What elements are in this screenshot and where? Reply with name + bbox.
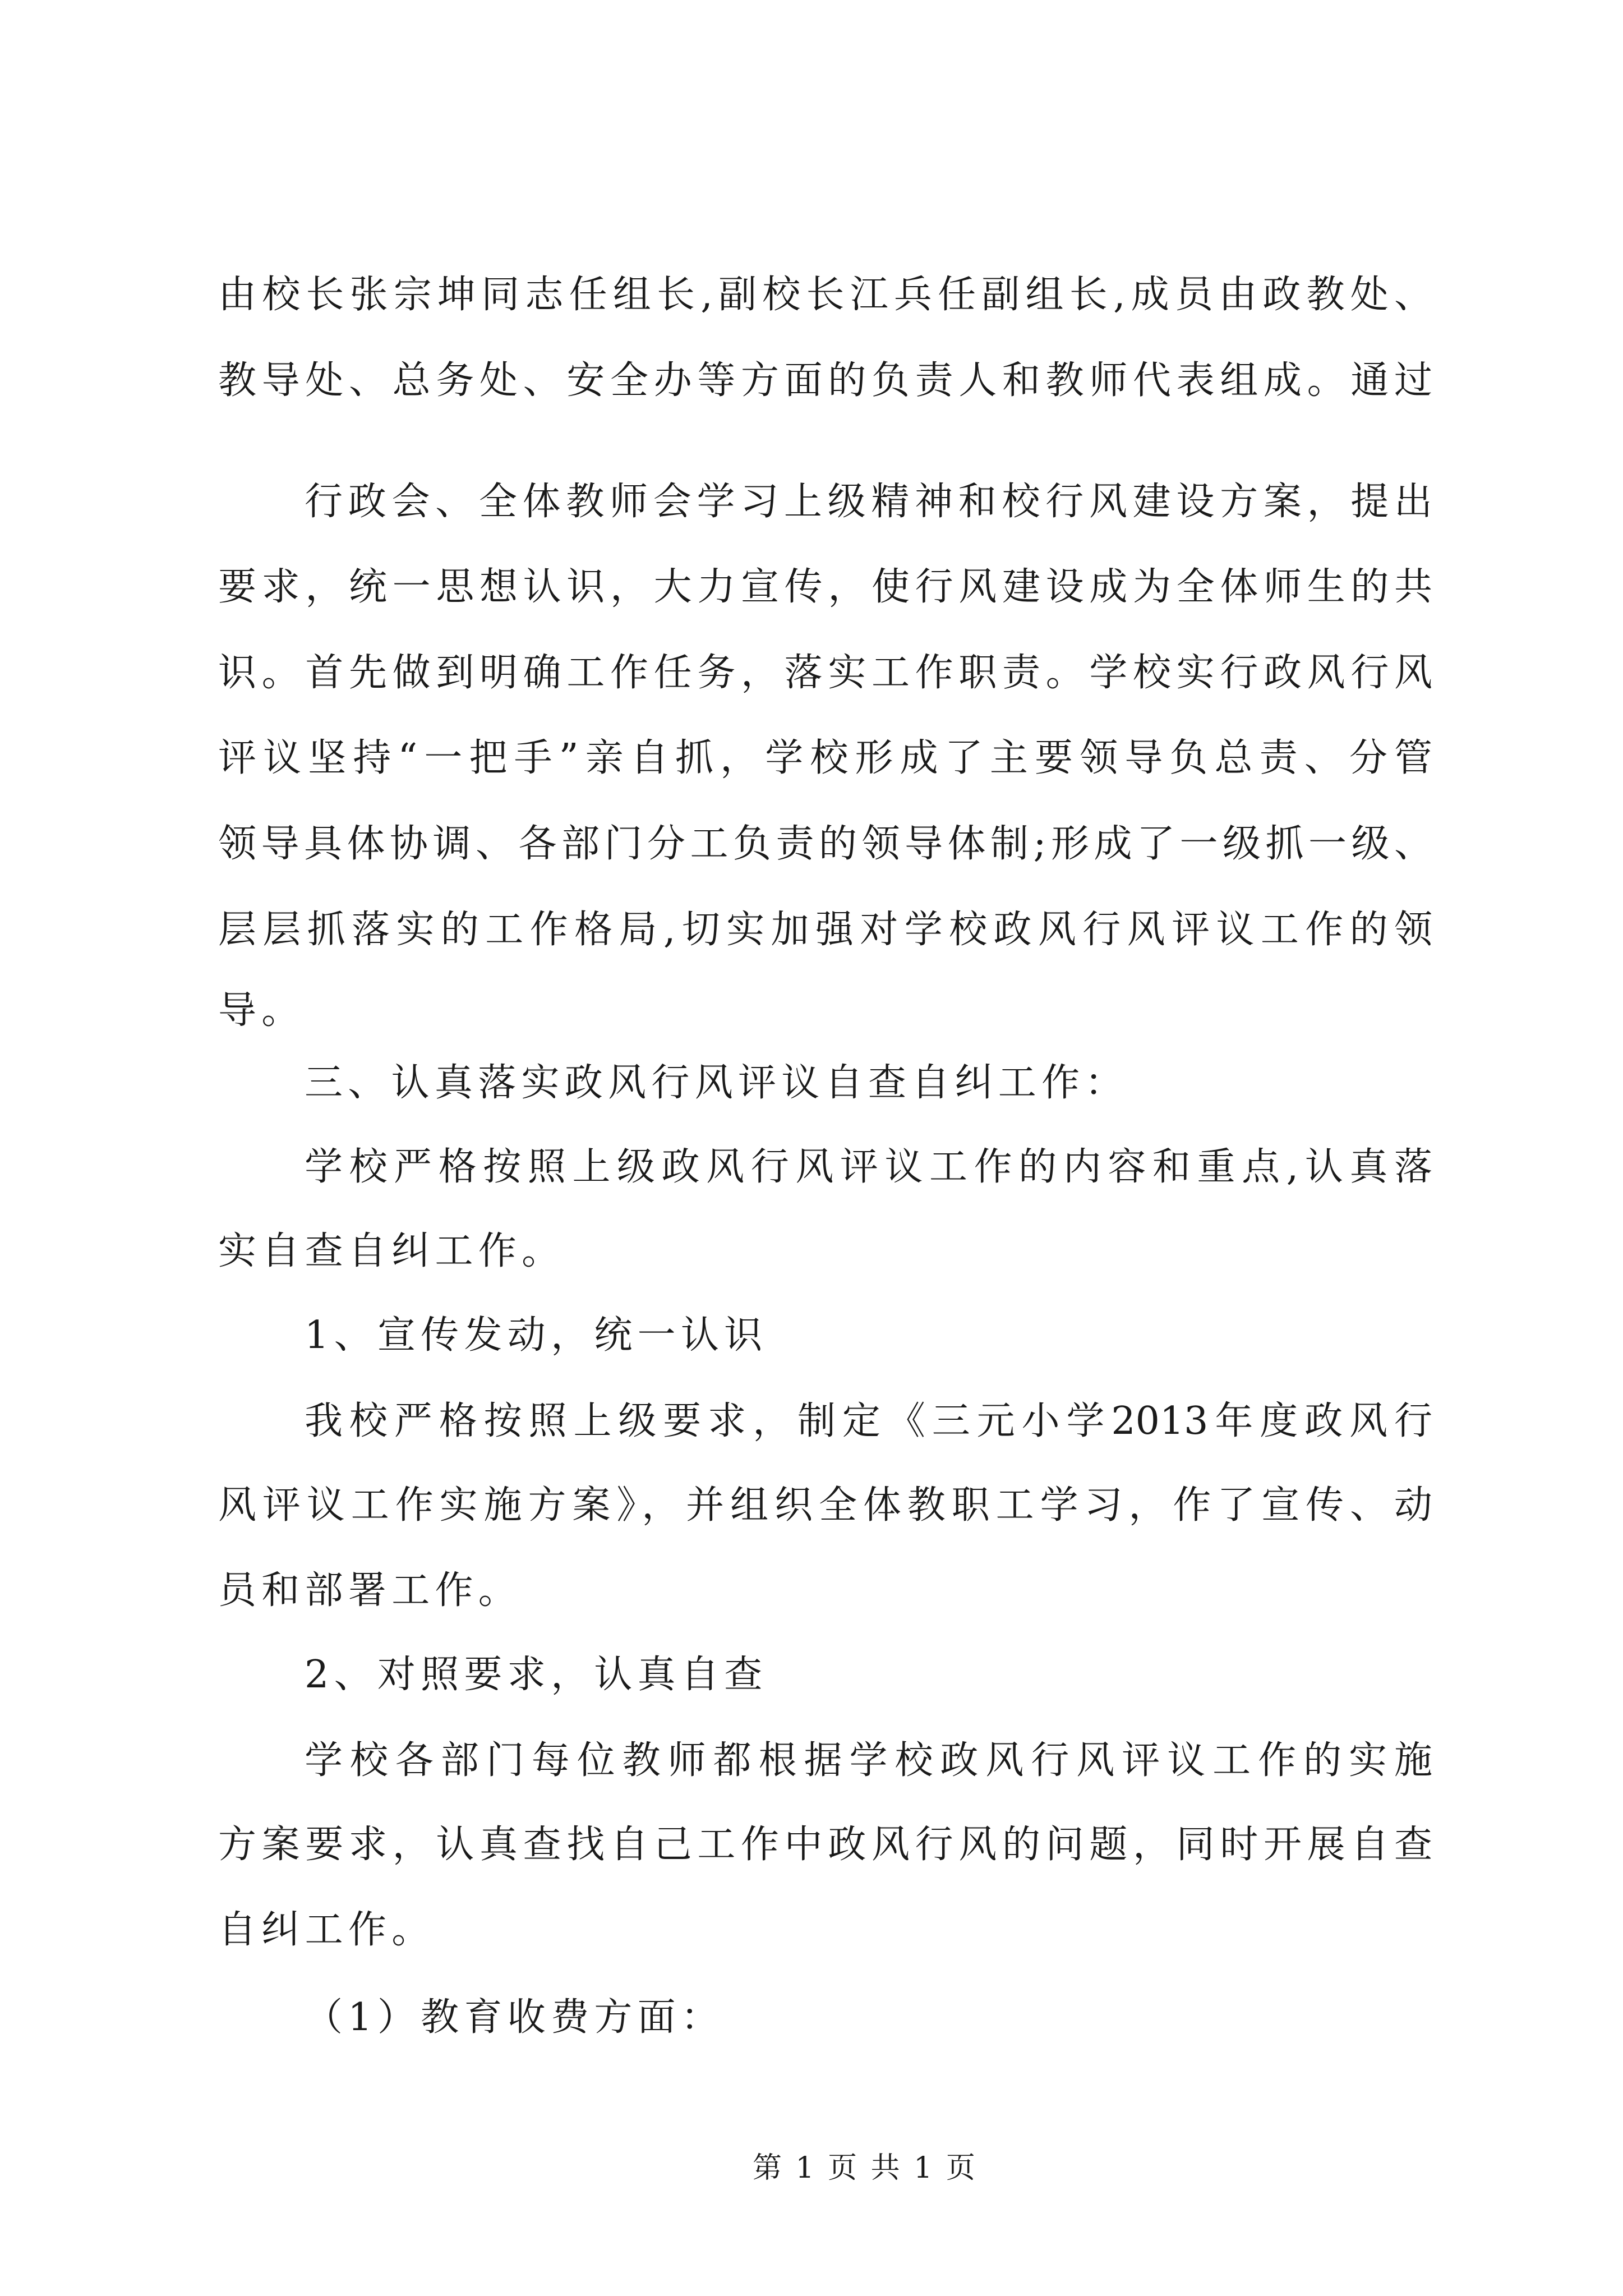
text-line: 要求，统一思想认识，大力宣传，使行风建设成为全体师生的共 [218,565,1432,609]
text-line: 学校严格按照上级政风行风评议工作的内容和重点,认真落 [305,1145,1432,1189]
text-line: 领导具体协调、各部门分工负责的领导体制;形成了一级抓一级、 [218,822,1432,866]
text-line: 自纠工作。 [218,1908,435,1952]
text-line: 员和部署工作。 [218,1568,522,1613]
text-line: 由校长张宗坤同志任组长,副校长江兵任副组长,成员由政教处、 [218,273,1432,317]
text-line: 实自查自纠工作。 [218,1229,565,1273]
text-line: 行政会、全体教师会学习上级精神和校行风建设方案，提出 [305,480,1432,524]
text-line: 我校严格按照上级要求，制定《三元小学2013年度政风行 [305,1399,1432,1443]
text-line: 评议坚持“一把手”亲自抓，学校形成了主要领导负总责、分管 [218,736,1432,780]
text-line: 层层抓落实的工作格局,切实加强对学校政风行风评议工作的领 [218,908,1432,952]
subsection-heading: 1、宣传发动，统一认识 [305,1313,768,1358]
text-line: 学校各部门每位教师都根据学校政风行风评议工作的实施 [305,1738,1432,1783]
text-line: 教导处、总务处、安全办等方面的负责人和教师代表组成。通过 [218,358,1432,403]
text-line: 导。 [218,988,305,1033]
subsection-heading: 2、对照要求，认真自查 [305,1653,768,1697]
text-line: 风评议工作实施方案》，并组织全体教职工学习，作了宣传、动 [218,1483,1432,1527]
section-heading: 三、认真落实政风行风评议自查自纠工作： [305,1061,1128,1105]
text-line: 方案要求，认真查找自己工作中政风行风的问题，同时开展自查 [218,1823,1432,1867]
page-number-footer: 第 1 页 共 1 页 [753,2151,978,2185]
text-line: 识。首先做到明确工作任务，落实工作职责。学校实行政风行风 [218,651,1432,695]
item-heading: （1）教育收费方面： [305,1995,725,2040]
